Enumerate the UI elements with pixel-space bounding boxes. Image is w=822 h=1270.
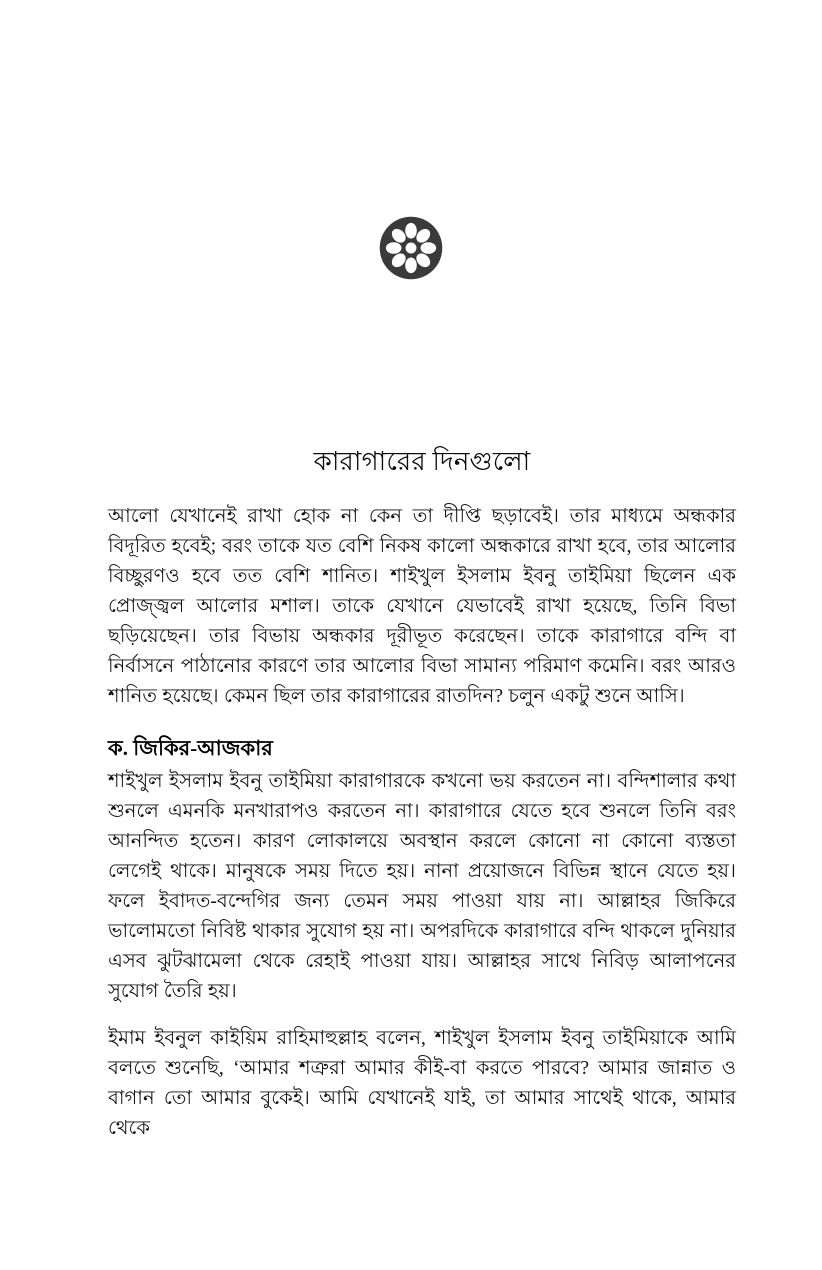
- paragraph-ibnul-qayyim-quote: ইমাম ইবনুল কাইয়িম রাহিমাহুল্লাহ বলেন, শাইখুল ইসলাম ইবনু তাইমিয়াকে আমি বলতে শুনেছি, ‘আমার শত্রুরা আমার কীই-বা করতে পারবে? আমার জান্নাত ও বাগান তো আমার বুকেই। আমি যেখানেই যাই, তা আমার সাথেই থাকে, আমার থেকে: [108, 1028, 736, 1139]
- floral-rosette-ornament: [377, 214, 445, 282]
- body-content: [108, 502, 736, 1144]
- section-heading-zikr-azkar: ক. জিকির-আজকার: [108, 736, 273, 760]
- ornament-container: [0, 214, 822, 282]
- paragraph-prison-not-feared: শাইখুল ইসলাম ইবনু তাইমিয়া কারাগারকে কখনো ভয় করতেন না। বন্দিশালার কথা শুনলে এমনকি মনখারাপও করতেন না। কারাগারে যেতে হবে শুনলে তিনি বরং আনন্দিত হতেন। কারণ লোকালয়ে অবস্থান করলে কোনো না কোনো ব্যস্ততা লেগেই থাকে। মানুষকে সময় দিতে হয়। নানা প্রয়োজনে বিভিন্ন স্থানে যেতে হয়। ফলে ইবাদত-বন্দেগির জন্য তেমন সময় পাওয়া যায় না। আল্লাহর জিকিরে ভালোমতো নিবিষ্ট থাকার সুযোগ হয় না। অপরদিকে কারাগারে বন্দি থাকলে দুনিয়ার এসব ঝুটঝামেলা থেকে রেহাই পাওয়া যায়। আল্লাহর সাথে নিবিড় আলাপনের সুযোগ তৈরি হয়।: [108, 771, 736, 1002]
- page-title: কারাগারের দিনগুলো: [313, 447, 531, 477]
- paragraph-intro: আলো যেখানেই রাখা হোক না কেন তা দীপ্তি ছড়াবেই। তার মাধ্যমে অন্ধকার বিদূরিত হবেই; বরং তাকে যত বেশি নিকষ কালো অন্ধকারে রাখা হবে, তার আলোর বিচ্ছুরণও হবে তত বেশি শানিত। শাইখুল ইসলাম ইবনু তাইমিয়া ছিলেন এক প্রোজ্জ্বল আলোর মশাল। তাকে যেখানে যেভাবেই রাখা হয়েছে, তিনি বিভা ছড়িয়েছেন। তার বিভায় অন্ধকার দূরীভূত করেছেন। তাকে কারাগারে বন্দি বা নির্বাসনে পাঠানোর কারণে তার আলোর বিভা সামান্য পরিমাণ কমেনি। বরং আরও শানিত হয়েছে। কেমন ছিল তার কারাগারের রাতদিন? চলুন একটু শুনে আসি।: [108, 506, 736, 707]
